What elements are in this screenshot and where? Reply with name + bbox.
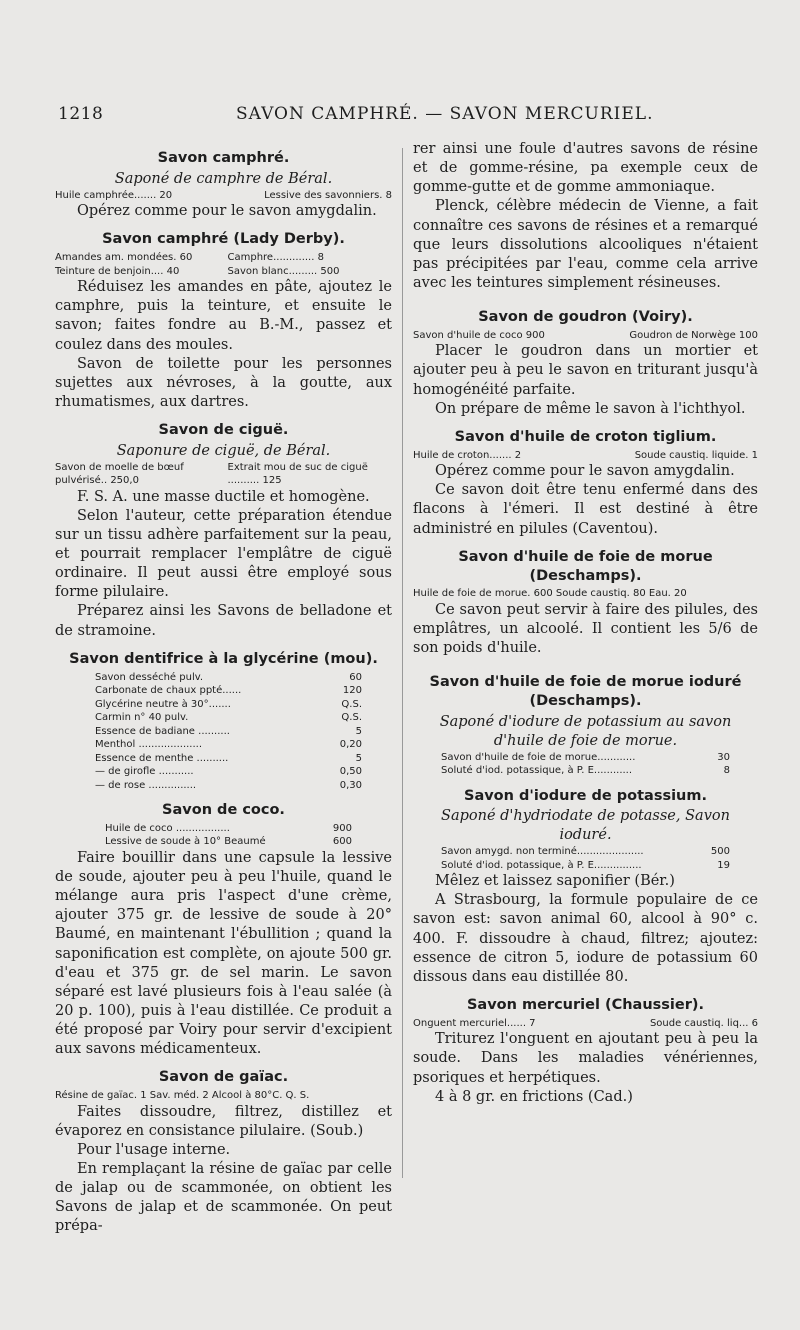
ingredient-row: [95, 765, 362, 779]
right-column: [413, 140, 758, 1107]
section-subtitle: Saponé d'hydriodate de potasse, Savon ioduré.: [441, 808, 730, 844]
ingredient-qty: Q.S.: [341, 712, 362, 724]
formula-item: Soude caustiq. liq... 6: [649, 1017, 758, 1029]
section-title: Savon de gaïac.: [158, 1069, 289, 1086]
paragraph: Réduisez les amandes en pâte, ajoutez le camphre, puis la teinture, et ensuite le savon; faites fondre au B.-M., passez et coulez dans des moules.: [55, 279, 392, 353]
ingredient-row: [95, 752, 362, 766]
ingredient-qty: 30: [717, 751, 730, 763]
paragraph: Placer le goudron dans un mortier et ajouter peu à peu le savon en triturant jusqu'à homogénéité parfaite.: [413, 343, 758, 398]
ingredient-list: [55, 671, 392, 793]
ingredient-row: [105, 835, 352, 849]
left-column: [55, 140, 392, 1237]
ingredient-name: Essence de badiane ..........: [95, 725, 230, 737]
paragraph: Faire bouillir dans une capsule la lessive de soude, ajouter peu à peu l'huile, quand le mélange aura pris l'aspect d'une crème, ajouter 375 gr. de lessive de soude à 20° Baumé, en maintenant l'ébullition ; quand la saponification est complète, on ajoute 500 gr. d'eau et 375 gr. de sel marin. Le savon séparé est lavé plusieurs fois à l'eau salée (à 20 p. 100), puis à l'eau distillée. Ce produit a été proposé par Voiry pour servir d'excipient aux savons médicamenteux.: [55, 849, 392, 1058]
ingredient-name: Carbonate de chaux ppté......: [95, 685, 242, 697]
formula-item: Lessive des savonniers. 8: [264, 189, 392, 201]
paragraph: Plenck, célèbre médecin de Vienne, a fait connaître ces savons de résines et a remarqué que leurs dissolutions alcooliques n'étaient pas précipitées par l'eau, comme cela arrive avec les teintures simplement résineuses.: [413, 198, 758, 291]
ingredient-qty: 900: [332, 822, 352, 834]
paragraph: Pour l'usage interne.: [77, 1141, 231, 1158]
paragraph: A Strasbourg, la formule populaire de ce savon est: savon animal 60, alcool à 90° c. 400. F. dissoudre à chaud, filtrez; ajoutez: essence de citron 5, iodure de potassium 60 dissous dans eau distillée 80.: [413, 892, 758, 985]
ingredient-row: [95, 671, 362, 685]
formula-grid: [55, 251, 392, 278]
ingredient-name: Essence de menthe ..........: [95, 752, 229, 764]
formula-line: Huile de foie de morue. 600 Soude caustiq. 80 Eau. 20: [413, 588, 687, 600]
formula-grid: [55, 461, 392, 488]
ingredient-row: [441, 751, 730, 765]
ingredient-list: [413, 751, 758, 778]
section-title: Savon d'iodure de potassium.: [464, 787, 707, 804]
paragraph: Opérez comme pour le savon amygdalin.: [77, 203, 377, 220]
formula-item: Savon de moelle de bœuf pulvérisé.. 250,0: [55, 461, 184, 487]
formula-line: [413, 449, 758, 463]
ingredient-row: [441, 845, 730, 859]
section-subtitle: Saponé de camphre de Béral.: [114, 170, 333, 187]
section-title: Savon de ciguë.: [158, 422, 289, 439]
paragraph: On prépare de même le savon à l'ichthyol.: [435, 400, 746, 417]
formula-item: Camphre............. 8: [227, 252, 324, 264]
ingredient-name: — de rose ...............: [95, 779, 197, 791]
ingredient-qty: 0,30: [339, 779, 362, 791]
formula-item: Savon d'huile de coco 900: [413, 329, 545, 341]
formula-item: Soude caustiq. liquide. 1: [634, 449, 758, 461]
paragraph: Faites dissoudre, filtrez, distillez et évaporez en consistance pilulaire. (Soub.): [55, 1103, 392, 1139]
ingredient-list: [55, 822, 392, 849]
section-subtitle: Saponure de ciguë, de Béral.: [116, 442, 331, 459]
column-divider: [402, 148, 403, 1178]
ingredient-name: Savon amygd. non terminé.....................: [441, 846, 644, 858]
paragraph: Préparez ainsi les Savons de belladone et de stramoine.: [55, 603, 392, 639]
ingredient-name: Soluté d'iod. potassique, à P. E...............: [441, 859, 642, 871]
formula-item: Goudron de Norwège 100: [629, 329, 758, 341]
ingredient-qty: 5: [355, 752, 362, 764]
ingredient-qty: 0,50: [339, 766, 362, 778]
ingredient-name: Huile de coco .................: [105, 822, 230, 834]
ingredient-row: [95, 711, 362, 725]
formula-item: Huile camphrée....... 20: [55, 189, 173, 201]
ingredient-row: [441, 764, 730, 778]
formula-line: [55, 189, 392, 203]
ingredient-qty: 500: [710, 846, 730, 858]
ingredient-row: [105, 822, 352, 836]
formula-line: Résine de gaïac. 1 Sav. méd. 2 Alcool à 80°C. Q. S.: [55, 1090, 310, 1102]
section-title: Savon d'huile de foie de morue (Deschamps).: [458, 548, 713, 584]
paragraph: rer ainsi une foule d'autres savons de résine et de gomme-résine, pa exemple ceux de gomme-gutte et de gomme ammoniaque.: [413, 141, 758, 196]
paragraph: F. S. A. une masse ductile et homogène.: [77, 488, 370, 505]
section-title: Savon de coco.: [162, 802, 285, 819]
ingredient-list: [413, 845, 758, 872]
section-subtitle: Saponé d'iodure de potassium au savon d'huile de foie de morue.: [439, 713, 732, 749]
ingredient-name: Savon desséché pulv.: [95, 671, 204, 683]
ingredient-name: Soluté d'iod. potassique, à P. E............: [441, 765, 633, 777]
formula-item: Amandes am. mondées. 60: [55, 252, 193, 264]
formula-line: [413, 1017, 758, 1031]
page-number: 1218: [58, 104, 104, 124]
ingredient-name: Carmin n° 40 pulv.: [95, 712, 189, 724]
ingredient-name: Glycérine neutre à 30°.......: [95, 698, 231, 710]
section-title: Savon dentifrice à la glycérine (mou).: [69, 650, 378, 667]
formula-line: [413, 329, 758, 343]
section-title: Savon camphré (Lady Derby).: [102, 231, 345, 248]
ingredient-name: Savon d'huile de foie de morue............: [441, 751, 636, 763]
ingredient-row: [441, 859, 730, 873]
section-title: Savon mercuriel (Chaussier).: [466, 996, 705, 1013]
formula-item: Savon blanc......... 500: [227, 265, 340, 277]
paragraph: Mêlez et laissez saponifier (Bér.): [435, 873, 675, 890]
section-title: Savon d'huile de croton tiglium.: [454, 428, 717, 445]
paragraph: Triturez l'onguent en ajoutant peu à peu la soude. Dans les maladies vénériennes, psoriques et herpétiques.: [413, 1031, 758, 1086]
paragraph: Opérez comme pour le savon amygdalin.: [435, 463, 735, 480]
ingredient-name: Menthol ....................: [95, 739, 203, 751]
ingredient-qty: 19: [717, 859, 730, 871]
ingredient-row: [95, 684, 362, 698]
ingredient-row: [95, 698, 362, 712]
section-title: Savon d'huile de foie de morue ioduré (Deschamps).: [429, 674, 742, 710]
section-title: Savon camphré.: [157, 150, 290, 166]
ingredient-qty: 0,20: [339, 739, 362, 751]
paragraph: Savon de toilette pour les personnes sujettes aux névroses, à la goutte, aux rhumatismes, aux dartres.: [55, 355, 392, 410]
formula-item: Extrait mou de suc de ciguë .......... 125: [227, 461, 368, 487]
paragraph: 4 à 8 gr. en frictions (Cad.): [435, 1088, 633, 1105]
ingredient-qty: 8: [723, 765, 730, 777]
ingredient-row: [95, 779, 362, 793]
ingredient-name: Lessive de soude à 10° Beaumé: [105, 836, 266, 848]
formula-item: Huile de croton....... 2: [413, 449, 522, 461]
paragraph: Ce savon doit être tenu enfermé dans des flacons à l'émeri. Il est destiné à être administré en pilules (Caventou).: [413, 482, 758, 537]
ingredient-qty: Q.S.: [341, 698, 362, 710]
paragraph: Selon l'auteur, cette préparation étendue sur un tissu adhère parfaitement sur la peau, et pourrait remplacer l'emplâtre de ciguë ordinaire. Il peut aussi être employé sous forme pilulaire.: [55, 507, 392, 601]
running-title: SAVON CAMPHRÉ. — SAVON MERCURIEL.: [236, 104, 654, 124]
formula-item: Onguent mercuriel...... 7: [413, 1017, 536, 1029]
section-title: Savon de goudron (Voiry).: [478, 309, 693, 325]
paragraph: Ce savon peut servir à faire des pilules, des emplâtres, un alcoolé. Il contient les 5/6 de son poids d'huile.: [413, 601, 758, 657]
ingredient-name: — de girofle ...........: [95, 766, 194, 778]
ingredient-qty: 60: [349, 671, 362, 683]
ingredient-qty: 120: [342, 685, 362, 697]
ingredient-row: [95, 725, 362, 739]
ingredient-qty: 600: [332, 836, 352, 848]
ingredient-qty: 5: [355, 725, 362, 737]
formula-item: Teinture de benjoin.... 40: [55, 265, 180, 277]
paragraph: En remplaçant la résine de gaïac par celle de jalap ou de scammonée, on obtient les Savons de jalap et de scammonée. On peut prépa-: [55, 1161, 392, 1235]
ingredient-row: [95, 738, 362, 752]
